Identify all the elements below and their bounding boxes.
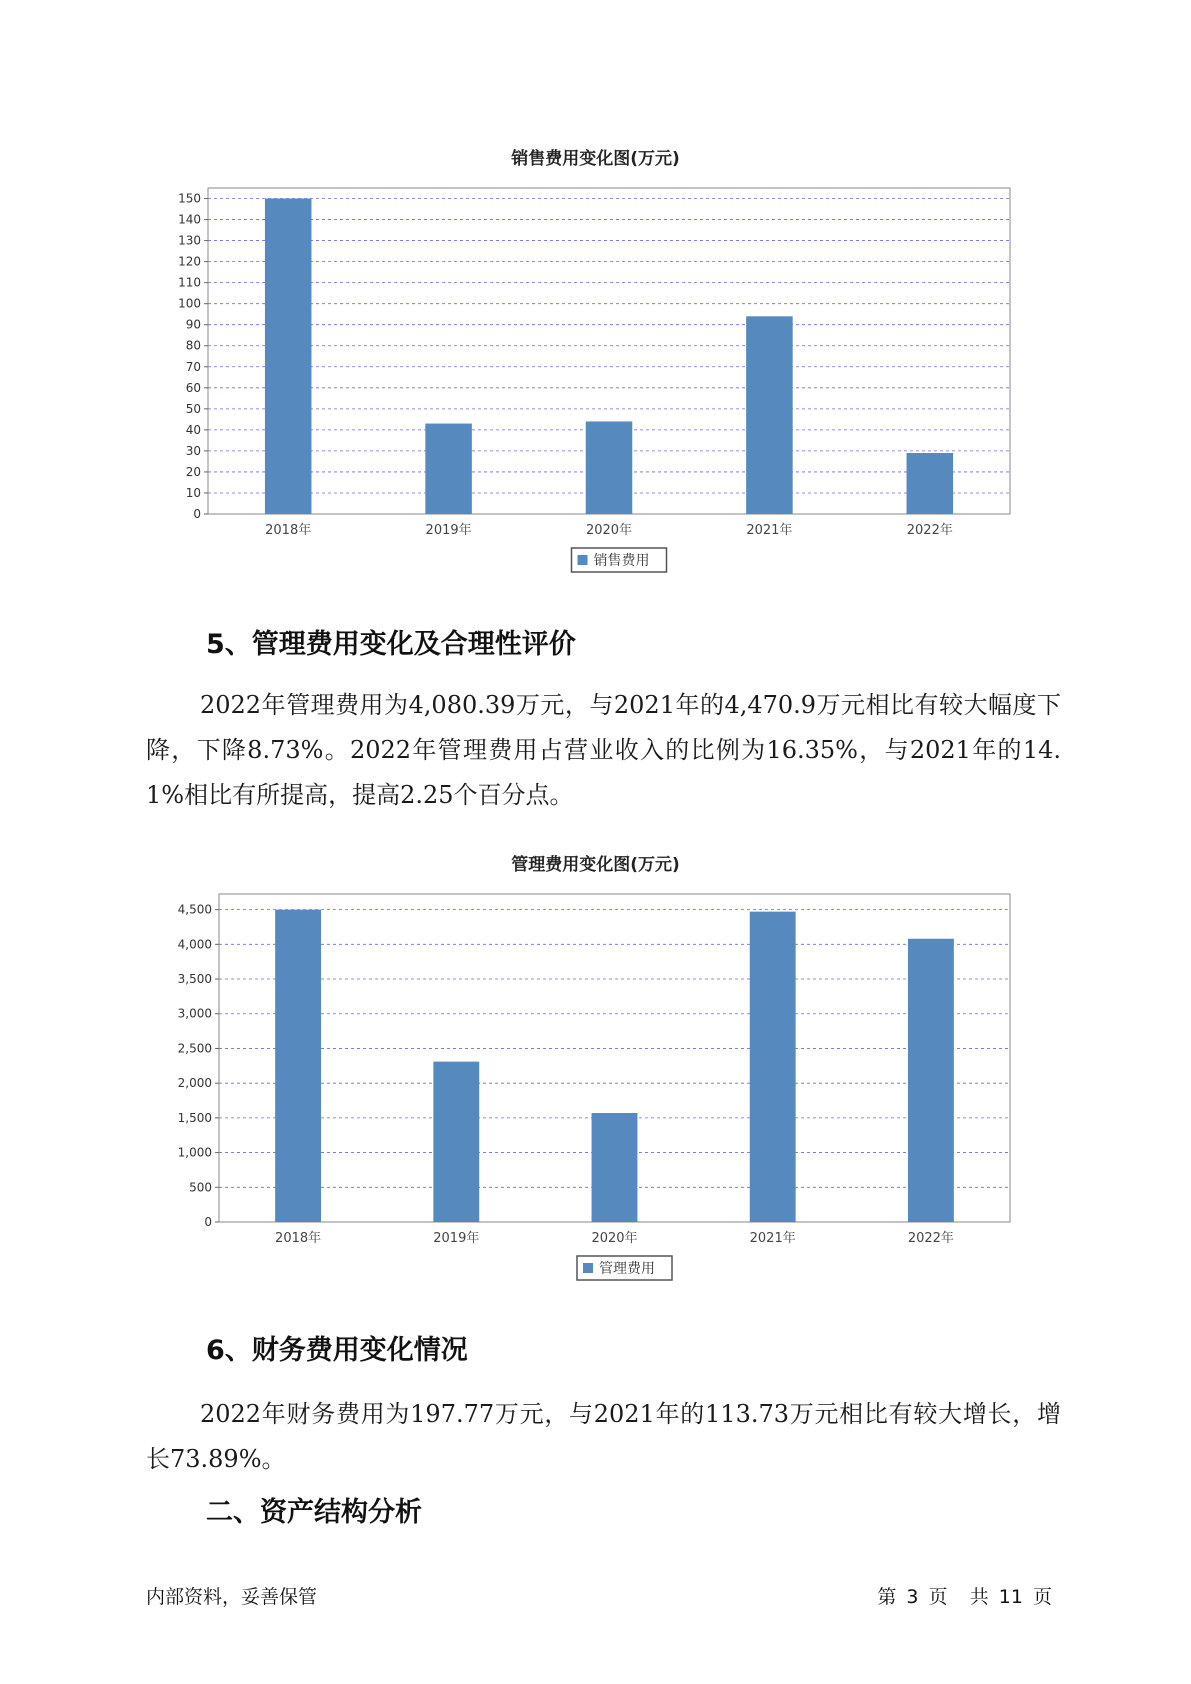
- x-tick-label: 2020年: [585, 523, 633, 538]
- section-6-paragraph: 2022年财务费用为197.77万元，与2021年的113.73万元相比有较大增长，增长73.89%。: [146, 1400, 1061, 1473]
- y-tick-label: 100: [178, 296, 201, 311]
- section-6-heading: 6、财务费用变化情况: [206, 1335, 468, 1366]
- section-5-heading: 5、管理费用变化及合理性评价: [206, 629, 576, 660]
- y-tick-label: 1,000: [177, 1145, 212, 1160]
- y-tick-label: 40: [185, 422, 201, 437]
- bar-2018年: [275, 910, 321, 1222]
- y-tick-label: 2,000: [177, 1076, 212, 1091]
- y-tick-label: 3,500: [177, 972, 212, 987]
- y-tick-label: 50: [185, 401, 201, 416]
- x-tick-label: 2019年: [425, 523, 472, 538]
- x-tick-label: 2018年: [265, 523, 312, 538]
- page-number: 3: [906, 1586, 919, 1608]
- y-tick-label: 80: [185, 338, 201, 353]
- y-tick-label: 10: [185, 485, 201, 500]
- y-tick-label: 20: [185, 464, 201, 479]
- x-tick-label: 2022年: [906, 523, 953, 538]
- bar-2020年: [586, 421, 633, 514]
- y-tick-label: 4,500: [177, 902, 212, 917]
- y-tick-label: 4,000: [177, 937, 212, 952]
- page-unit: 页: [928, 1586, 948, 1608]
- bar-2019年: [433, 1062, 479, 1222]
- bar-2019年: [425, 424, 472, 514]
- asset-structure-heading: 二、资产结构分析: [206, 1497, 422, 1528]
- y-tick-label: 90: [185, 317, 201, 332]
- footer-page-info: [875, 1582, 1054, 1609]
- y-tick-label: 120: [178, 254, 201, 269]
- y-tick-label: 30: [185, 443, 201, 458]
- bar-2022年: [908, 939, 954, 1222]
- y-tick-label: 140: [178, 212, 201, 227]
- x-tick-label: 2021年: [746, 523, 793, 538]
- legend-swatch: [578, 555, 588, 565]
- bar-2021年: [746, 316, 793, 514]
- chart1-title: 销售费用变化图(万元): [511, 149, 680, 169]
- x-tick-label: 2018年: [275, 1231, 322, 1246]
- x-tick-label: 2022年: [907, 1231, 954, 1246]
- y-tick-label: 1,500: [177, 1110, 212, 1125]
- bar-2021年: [750, 912, 796, 1222]
- total-pages: 11: [998, 1586, 1023, 1608]
- y-tick-label: 70: [185, 359, 201, 374]
- chart2-title: 管理费用变化图(万元): [511, 855, 680, 875]
- admin-expense-chart: [0, 886, 1191, 1306]
- legend-label: 管理费用: [599, 1261, 655, 1277]
- x-tick-label: 2021年: [749, 1231, 796, 1246]
- y-tick-label: 0: [193, 507, 201, 521]
- bar-2018年: [265, 199, 312, 514]
- y-tick-label: 3,000: [177, 1006, 212, 1021]
- footer-confidential: 内部资料，妥善保管: [146, 1586, 318, 1608]
- x-tick-label: 2020年: [591, 1231, 638, 1246]
- y-tick-label: 2,500: [177, 1041, 212, 1056]
- total-unit: 页: [1032, 1586, 1052, 1608]
- y-tick-label: 60: [185, 380, 201, 395]
- legend-label: 销售费用: [593, 553, 650, 569]
- sales-expense-chart: [0, 180, 1191, 600]
- bar-2020年: [592, 1113, 638, 1222]
- total-prefix: 共: [969, 1586, 989, 1608]
- legend-swatch: [583, 1263, 593, 1273]
- y-tick-label: 110: [178, 275, 201, 290]
- section-5-paragraph: 2022年管理费用为4,080.39万元，与2021年的4,470.9万元相比有较大幅度下降，下降8.73%。2022年管理费用占营业收入的比例为16.35%，与2021年的14.1%相比有所提高，提高2.25个百分点。: [146, 691, 1061, 809]
- x-tick-label: 2019年: [433, 1231, 480, 1246]
- y-tick-label: 130: [178, 233, 201, 248]
- y-tick-label: 500: [189, 1180, 212, 1195]
- y-tick-label: 0: [204, 1215, 212, 1229]
- bar-2022年: [907, 453, 954, 514]
- y-tick-label: 150: [178, 191, 201, 206]
- page-prefix: 第: [877, 1586, 897, 1608]
